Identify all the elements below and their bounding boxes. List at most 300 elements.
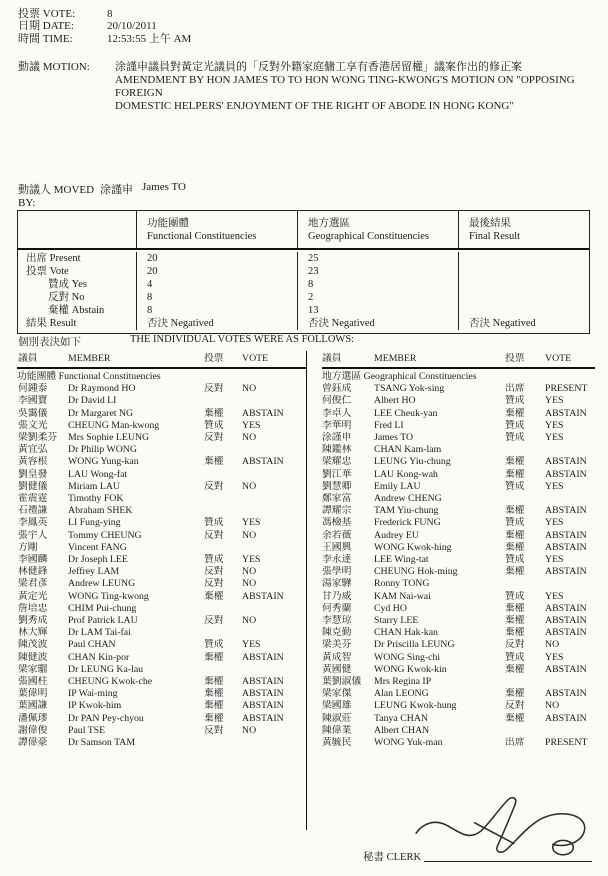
member-vote-english: YES: [545, 432, 564, 444]
member-name-english: Paul TSE: [68, 724, 106, 736]
member-name-chinese: 劉慧卿: [322, 480, 352, 492]
member-name-english: LI Fung-ying: [68, 517, 121, 529]
member-name-english: Audrey EU: [374, 529, 419, 541]
summary-row-label: 結果 Result: [26, 318, 77, 329]
member-vote-english: [242, 664, 306, 676]
member-vote-english: YES: [242, 517, 261, 529]
member-row: [17, 542, 306, 554]
member-vote-english: YES: [545, 419, 564, 431]
summary-table: [17, 210, 590, 334]
member-vote-chinese: 反對: [204, 529, 224, 541]
col-header-member-chinese: 議員: [322, 353, 342, 364]
member-name-chinese: 陳健波: [18, 651, 48, 663]
member-name-chinese: 劉江華: [322, 468, 352, 480]
member-vote-english: ABSTAIN: [545, 505, 587, 517]
member-name-english: Jeffrey LAM: [68, 566, 120, 578]
member-vote-english: ABSTAIN: [545, 627, 587, 639]
member-name-chinese: 林健鋒: [18, 566, 48, 578]
member-name-english: Tanya CHAN: [374, 712, 429, 724]
member-vote-chinese: 出席: [505, 737, 525, 749]
member-row: [17, 688, 306, 700]
member-name-chinese: 葉偉明: [18, 688, 48, 700]
member-vote-english: NO: [242, 566, 257, 578]
member-name-english: WONG Kwok-hing: [374, 541, 452, 553]
summary-geographical-value: 23: [297, 265, 458, 278]
member-vote-english: [545, 676, 595, 688]
member-vote-chinese: 贊成: [505, 395, 525, 407]
member-name-chinese: 李鳳英: [18, 517, 48, 529]
member-row: [322, 493, 595, 505]
member-row: [17, 481, 306, 493]
summary-final-value: [458, 304, 589, 317]
member-name-chinese: 陳克勤: [322, 627, 352, 639]
member-name-english: CHAN Hak-kan: [374, 627, 438, 639]
member-name-chinese: 葉劉淑儀: [322, 676, 362, 688]
member-name-chinese: 湯家驊: [322, 578, 352, 590]
final-result-header-english: Final Result: [469, 231, 521, 242]
member-row: [17, 627, 306, 639]
member-name-english: LEUNG Yiu-chung: [374, 456, 451, 468]
member-name-chinese: 譚耀宗: [322, 505, 352, 517]
col-header-vote-chinese: 投票: [204, 353, 224, 364]
member-name-chinese: 李國寶: [18, 395, 48, 407]
member-vote-english: NO: [242, 480, 257, 492]
functional-column: [17, 351, 306, 830]
member-name-chinese: 陳鑑林: [322, 444, 352, 456]
member-name-english: Miriam LAU: [68, 480, 120, 492]
member-vote-chinese: 棄權: [505, 615, 525, 627]
summary-final-value: 否決 Negatived: [458, 317, 589, 330]
member-vote-english: PRESENT: [545, 737, 588, 749]
member-vote-english: ABSTAIN: [545, 468, 587, 480]
member-row: [322, 713, 595, 725]
member-vote-chinese: 贊成: [204, 517, 224, 529]
member-vote-english: NO: [545, 639, 560, 651]
vote-number-value: 8: [107, 8, 113, 20]
member-name-chinese: 黃成智: [322, 651, 352, 663]
functional-header-chinese: 功能團體: [147, 218, 189, 229]
member-vote-chinese: 棄權: [505, 505, 525, 517]
member-vote-english: NO: [242, 432, 257, 444]
member-vote-chinese: [505, 493, 545, 505]
member-vote-english: [242, 737, 306, 749]
member-row: [322, 542, 595, 554]
member-vote-chinese: 贊成: [505, 517, 525, 529]
member-vote-chinese: 反對: [204, 383, 224, 395]
col-header-member-chinese: 議員: [18, 353, 38, 364]
member-row: [17, 737, 306, 749]
member-row: [17, 664, 306, 676]
member-name-english: Dr Raymond HO: [68, 383, 136, 395]
member-row: [322, 688, 595, 700]
member-vote-chinese: 棄權: [204, 407, 224, 419]
functional-rows: [17, 383, 306, 749]
member-name-chinese: 何秀蘭: [322, 602, 352, 614]
member-vote-chinese: 棄權: [204, 456, 224, 468]
summary-row: [18, 291, 589, 304]
member-name-english: Dr LAM Tai-fai: [68, 627, 131, 639]
member-vote-chinese: 棄權: [204, 651, 224, 663]
member-name-chinese: 梁家騮: [18, 663, 48, 675]
summary-row-label: 棄權 Abstain: [48, 305, 105, 316]
member-vote-english: ABSTAIN: [545, 663, 587, 675]
member-vote-english: YES: [242, 639, 261, 651]
member-vote-english: YES: [545, 554, 564, 566]
summary-functional-value: 20: [136, 252, 297, 265]
member-row: [322, 603, 595, 615]
summary-body: [18, 250, 589, 333]
member-vote-english: ABSTAIN: [242, 688, 284, 700]
member-vote-english: NO: [242, 383, 257, 395]
member-name-english: IP Kwok-him: [68, 700, 122, 712]
member-name-english: WONG Ting-kwong: [68, 590, 149, 602]
member-name-chinese: 黃定光: [18, 590, 48, 602]
member-vote-english: NO: [242, 615, 257, 627]
member-name-english: LAU Kong-wah: [374, 468, 438, 480]
member-name-english: Timothy FOK: [68, 493, 124, 505]
member-vote-english: [545, 725, 595, 737]
col-header-vote-chinese: 投票: [505, 353, 525, 364]
member-vote-chinese: 反對: [204, 724, 224, 736]
summary-functional-value: 8: [136, 291, 297, 304]
member-name-english: Dr Philip WONG: [68, 444, 137, 456]
member-vote-chinese: 贊成: [505, 590, 525, 602]
member-vote-english: [242, 505, 306, 517]
member-vote-chinese: 贊成: [204, 419, 224, 431]
member-vote-chinese: [204, 542, 242, 554]
member-name-english: Dr David LI: [68, 395, 117, 407]
member-row: [17, 505, 306, 517]
member-vote-chinese: [204, 737, 242, 749]
summary-geographical-value: 否決 Negatived: [297, 317, 458, 330]
motion-block: [18, 61, 590, 113]
functional-column-header: [17, 351, 306, 369]
member-row: [322, 639, 595, 651]
member-vote-english: YES: [545, 651, 564, 663]
member-name-english: Alan LEONG: [374, 688, 429, 700]
moved-by-label: 動議人 MOVED BY:: [18, 184, 95, 209]
member-name-chinese: 曾鈺成: [322, 383, 352, 395]
member-name-chinese: 黃宜弘: [18, 444, 48, 456]
date-row: [18, 20, 191, 32]
member-vote-english: NO: [242, 529, 257, 541]
member-vote-english: [545, 493, 595, 505]
individual-votes-table: [17, 351, 595, 830]
member-vote-english: ABSTAIN: [545, 688, 587, 700]
member-row: [17, 408, 306, 420]
col-header-member-english: MEMBER: [374, 353, 417, 364]
member-row: [322, 408, 595, 420]
member-row: [17, 493, 306, 505]
member-name-chinese: 李國麟: [18, 554, 48, 566]
moved-by-name-english: James TO: [142, 181, 186, 193]
member-row: [17, 676, 306, 688]
member-name-english: TSANG Yok-sing: [374, 383, 445, 395]
motion-text: [115, 61, 590, 113]
member-row: [322, 469, 595, 481]
member-row: [322, 725, 595, 737]
member-vote-english: YES: [242, 419, 261, 431]
member-vote-chinese: 贊成: [204, 639, 224, 651]
member-name-chinese: 甘乃威: [322, 590, 352, 602]
member-row: [322, 591, 595, 603]
member-name-chinese: 梁君彥: [18, 578, 48, 590]
summary-final-value: [458, 278, 589, 291]
member-name-chinese: 余若薇: [322, 529, 352, 541]
member-vote-chinese: [204, 627, 242, 639]
member-vote-chinese: 棄權: [204, 590, 224, 602]
member-name-english: Dr PAN Pey-chyou: [68, 712, 144, 724]
member-row: [17, 469, 306, 481]
member-vote-english: ABSTAIN: [545, 602, 587, 614]
functional-section-title: 功能團體 Functional Constituencies: [17, 371, 161, 382]
member-row: [17, 700, 306, 712]
member-vote-english: NO: [242, 724, 257, 736]
member-name-english: LAU Wong-fat: [68, 468, 128, 480]
moved-by-name-chinese: 涂謹申: [100, 184, 133, 196]
clerk-label: 秘書 CLERK: [363, 852, 422, 863]
member-vote-chinese: 棄權: [505, 566, 525, 578]
col-header-vote-english: VOTE: [545, 353, 572, 364]
member-row: [17, 444, 306, 456]
member-name-english: CHAN Kam-lam: [374, 444, 442, 456]
moved-by-row: [18, 181, 186, 209]
member-name-english: Emily LAU: [374, 480, 421, 492]
member-name-english: Dr Samson TAM: [68, 737, 136, 749]
member-vote-english: ABSTAIN: [545, 456, 587, 468]
summary-geographical-value: 2: [297, 291, 458, 304]
member-vote-chinese: [204, 493, 242, 505]
vote-number-row: [18, 8, 191, 20]
member-vote-chinese: 反對: [204, 615, 224, 627]
member-name-chinese: 方剛: [18, 541, 38, 553]
member-name-english: WONG Yuk-man: [374, 737, 443, 749]
member-name-english: Starry LEE: [374, 615, 419, 627]
member-name-chinese: 李永達: [322, 554, 352, 566]
member-row: [17, 383, 306, 395]
summary-functional-value: 8: [136, 304, 297, 317]
member-name-chinese: 林大輝: [18, 627, 48, 639]
member-name-english: Mrs Sophie LEUNG: [68, 432, 150, 444]
member-name-english: Andrew LEUNG: [68, 578, 136, 590]
member-row: [17, 603, 306, 615]
member-name-chinese: 霍震霆: [18, 493, 48, 505]
member-vote-english: ABSTAIN: [545, 541, 587, 553]
member-row: [17, 615, 306, 627]
member-vote-chinese: 棄權: [505, 468, 525, 480]
member-name-chinese: 陳淑莊: [322, 712, 352, 724]
member-name-english: TAM Yiu-chung: [374, 505, 439, 517]
member-name-english: Tommy CHEUNG: [68, 529, 142, 541]
member-vote-chinese: 贊成: [505, 554, 525, 566]
member-vote-chinese: 棄權: [505, 627, 525, 639]
member-name-english: WONG Kwok-kin: [374, 663, 447, 675]
member-vote-chinese: 反對: [505, 700, 525, 712]
member-row: [322, 456, 595, 468]
member-name-chinese: 劉皇發: [18, 468, 48, 480]
summary-row-label: 出席 Present: [26, 253, 81, 264]
member-row: [322, 444, 595, 456]
member-name-chinese: 黃國健: [322, 663, 352, 675]
member-name-chinese: 張學明: [322, 566, 352, 578]
member-row: [17, 420, 306, 432]
member-row: [17, 566, 306, 578]
member-row: [17, 652, 306, 664]
member-row: [17, 725, 306, 737]
intro-chinese: 個別表決如下: [18, 337, 81, 348]
summary-functional-value: 否決 Negatived: [136, 317, 297, 330]
member-vote-chinese: [204, 444, 242, 456]
member-row: [322, 554, 595, 566]
member-name-english: Fred LI: [374, 419, 404, 431]
member-vote-chinese: 棄權: [505, 688, 525, 700]
member-name-chinese: 吳靄儀: [18, 407, 48, 419]
member-name-english: Albert HO: [374, 395, 416, 407]
member-name-english: Paul CHAN: [68, 639, 116, 651]
member-vote-chinese: 贊成: [505, 419, 525, 431]
member-row: [322, 420, 595, 432]
member-row: [322, 627, 595, 639]
summary-row: [18, 278, 589, 291]
member-vote-chinese: 棄權: [204, 700, 224, 712]
member-vote-chinese: [204, 469, 242, 481]
clerk-signature-line: [424, 861, 592, 862]
member-name-english: Albert CHAN: [374, 724, 430, 736]
member-vote-chinese: 出席: [505, 383, 525, 395]
member-vote-english: ABSTAIN: [242, 407, 284, 419]
summary-row-label: 贊成 Yes: [48, 279, 87, 290]
member-name-chinese: 梁耀忠: [322, 456, 352, 468]
summary-functional-value: 20: [136, 265, 297, 278]
final-result-header-chinese: 最後結果: [469, 218, 511, 229]
member-row: [322, 737, 595, 749]
member-name-english: IP Wai-ming: [68, 688, 118, 700]
summary-functional-value: 4: [136, 278, 297, 291]
member-vote-english: YES: [545, 480, 564, 492]
individual-votes-intro: [18, 334, 354, 349]
member-name-english: WONG Sing-chi: [374, 651, 441, 663]
member-name-chinese: 譚偉豪: [18, 737, 48, 749]
member-vote-english: ABSTAIN: [545, 407, 587, 419]
member-vote-chinese: 棄權: [505, 407, 525, 419]
member-vote-english: PRESENT: [545, 383, 588, 395]
member-name-chinese: 黃容根: [18, 456, 48, 468]
member-vote-english: ABSTAIN: [242, 651, 284, 663]
summary-header-geographical: [297, 211, 458, 248]
member-name-chinese: 鄭家富: [322, 493, 352, 505]
member-name-english: Dr LEUNG Ka-lau: [68, 663, 144, 675]
member-vote-english: YES: [545, 590, 564, 602]
summary-header-empty: [18, 211, 136, 248]
col-header-vote-english: VOTE: [242, 353, 269, 364]
member-vote-chinese: 反對: [505, 639, 525, 651]
member-row: [17, 591, 306, 603]
member-row: [17, 554, 306, 566]
member-vote-chinese: 贊成: [505, 432, 525, 444]
member-name-chinese: 何鍾泰: [18, 383, 48, 395]
summary-final-value: [458, 265, 589, 278]
member-name-chinese: 何俊仁: [322, 395, 352, 407]
member-name-english: Prof Patrick LAU: [68, 615, 138, 627]
member-name-chinese: 詹培忠: [18, 602, 48, 614]
summary-header-row: [18, 211, 589, 250]
time-value: 12:53:55 上午 AM: [107, 32, 192, 45]
member-vote-chinese: 反對: [204, 578, 224, 590]
member-row: [322, 566, 595, 578]
summary-row: [18, 317, 589, 330]
member-vote-english: NO: [242, 578, 257, 590]
member-row: [17, 578, 306, 590]
member-name-chinese: 馮檢基: [322, 517, 352, 529]
member-vote-chinese: 棄權: [505, 529, 525, 541]
member-vote-english: ABSTAIN: [242, 712, 284, 724]
geographical-rows: [322, 383, 595, 749]
member-name-chinese: 李慧琼: [322, 615, 352, 627]
member-name-chinese: 王國興: [322, 541, 352, 553]
summary-row: [18, 252, 589, 265]
member-vote-english: ABSTAIN: [242, 676, 284, 688]
member-vote-chinese: [505, 444, 545, 456]
geographical-column: [306, 351, 595, 830]
member-vote-english: ABSTAIN: [242, 456, 284, 468]
summary-final-value: [458, 291, 589, 304]
member-vote-english: ABSTAIN: [545, 712, 587, 724]
member-vote-english: YES: [545, 395, 564, 407]
member-row: [322, 481, 595, 493]
member-vote-chinese: [204, 664, 242, 676]
time-row: [18, 33, 191, 45]
geographical-column-header: [322, 351, 595, 369]
member-row: [17, 530, 306, 542]
member-name-english: Ronny TONG: [374, 578, 430, 590]
member-vote-english: [242, 493, 306, 505]
member-name-english: CHEUNG Kwok-che: [68, 676, 153, 688]
member-vote-chinese: 棄權: [505, 456, 525, 468]
member-vote-chinese: 棄權: [505, 541, 525, 553]
geographical-header-chinese: 地方選區: [308, 218, 350, 229]
member-vote-chinese: 棄權: [204, 688, 224, 700]
header-info: [18, 8, 191, 45]
member-row: [17, 432, 306, 444]
summary-row-label: 反對 No: [48, 292, 85, 303]
member-vote-english: [545, 578, 595, 590]
member-row: [322, 676, 595, 688]
member-vote-chinese: 棄權: [204, 676, 224, 688]
member-vote-english: ABSTAIN: [242, 700, 284, 712]
summary-geographical-value: 13: [297, 304, 458, 317]
member-vote-chinese: 棄權: [505, 663, 525, 675]
member-vote-english: YES: [242, 554, 261, 566]
member-vote-english: ABSTAIN: [545, 566, 587, 578]
member-row: [322, 700, 595, 712]
date-label: 日期 DATE:: [18, 20, 74, 33]
member-name-english: LEUNG Kwok-hung: [374, 700, 457, 712]
member-vote-english: [242, 542, 306, 554]
member-name-chinese: 葉國謙: [18, 700, 48, 712]
member-vote-chinese: 棄權: [204, 712, 224, 724]
summary-geographical-value: 25: [297, 252, 458, 265]
member-name-english: Andrew CHENG: [374, 493, 442, 505]
member-name-chinese: 梁美芬: [322, 639, 352, 651]
member-name-english: Dr Priscilla LEUNG: [374, 639, 455, 651]
member-row: [17, 713, 306, 725]
member-vote-english: ABSTAIN: [545, 615, 587, 627]
member-name-chinese: 潘佩璆: [18, 712, 48, 724]
member-vote-chinese: 反對: [204, 480, 224, 492]
summary-final-value: [458, 252, 589, 265]
member-vote-chinese: [204, 395, 242, 407]
member-vote-english: [242, 444, 306, 456]
